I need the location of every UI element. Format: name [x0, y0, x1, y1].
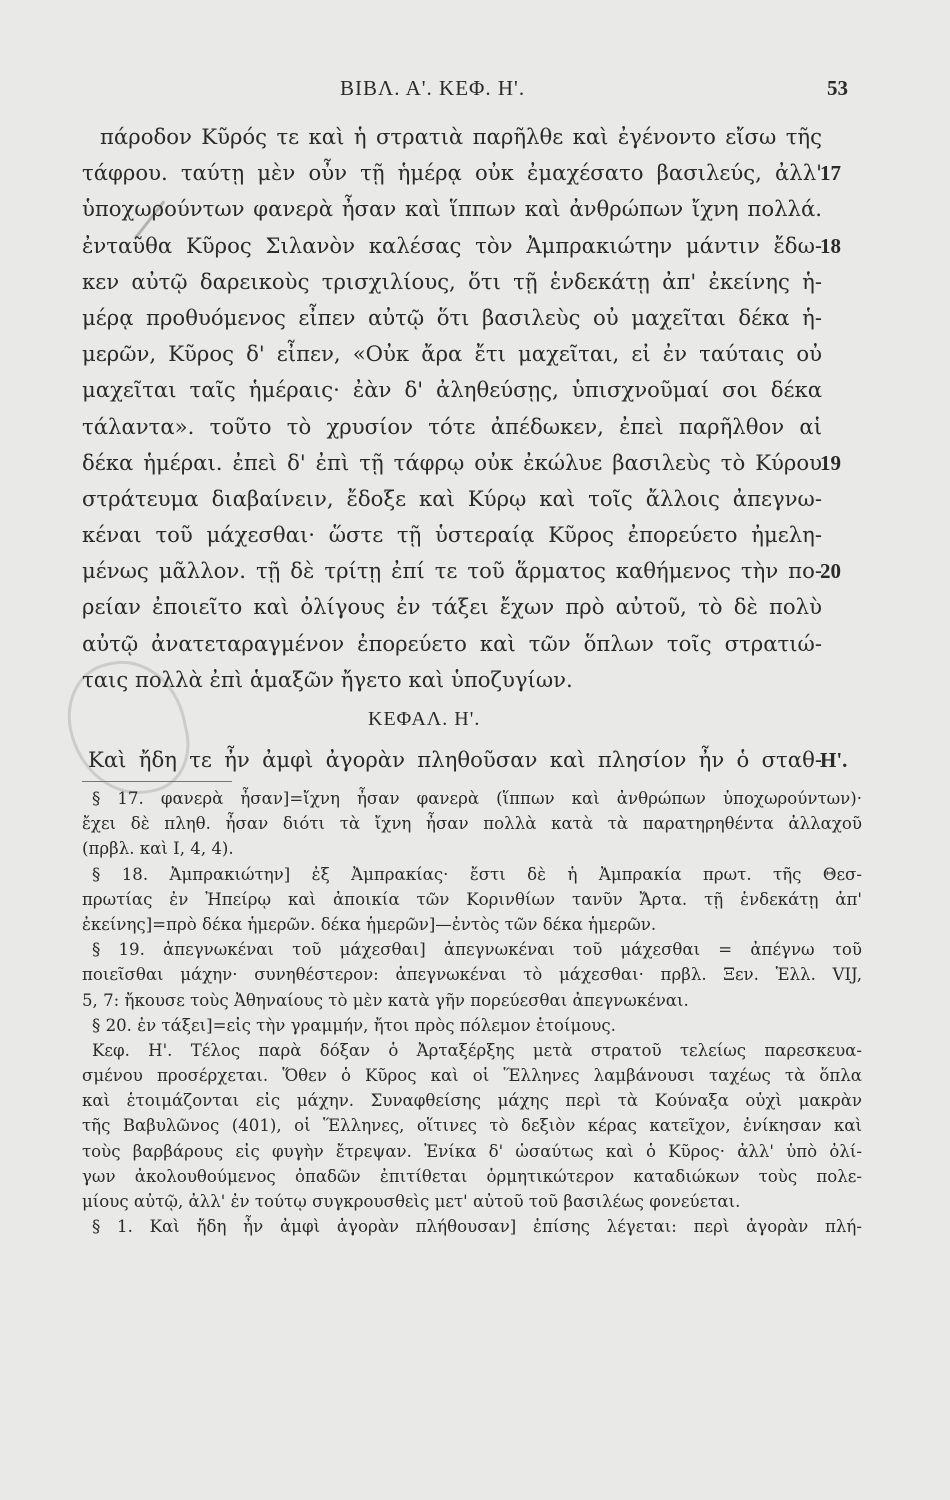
- section-number: 20: [820, 559, 841, 584]
- chapter-heading: ΚΕΦΑΛ. Η'.: [368, 708, 481, 730]
- text-line: πάροδον Κῦρός τε καὶ ἡ στρατιὰ παρῆλθε καὶ ἐγένοντο εἴσω τῆς: [100, 124, 822, 149]
- chapter-marker: Η'.: [820, 748, 848, 772]
- note-line: ἐκείνης]=πρὸ δέκα ἡμερῶν. δέκα ἡμερῶν]—ἐντὸς τῶν δέκα ἡμερῶν.: [82, 914, 657, 934]
- text-line: ταις πολλὰ ἐπὶ ἁμαξῶν ἤγετο καὶ ὑποζυγίων.: [82, 666, 573, 692]
- note-line: § 1. Καὶ ἤδη ἦν ἀμφὶ ἀγορὰν πλήθουσαν] ἐπίσης λέγεται: περὶ ἀγορὰν πλή-: [92, 1217, 862, 1237]
- note-line: ποιεῖσθαι μάχην· συνηθέστερον: ἀπεγνωκέναι τὸ μάχεσθαι· πρβλ. Ξεν. Ἑλλ. VIJ,: [82, 965, 862, 985]
- note-line: § 20. ἐν τάξει]=εἰς τὴν γραμμήν, ἤτοι πρὸς πόλεμον ἑτοίμους.: [92, 1015, 616, 1035]
- running-head: ΒΙΒΛ. Α'. ΚΕΦ. Η'.: [340, 76, 526, 100]
- note-line: σμένου προσέρχεται. Ὅθεν ὁ Κῦρος καὶ οἱ Ἕλληνες λαμβάνουσι ταχέως τὰ ὅπλα: [82, 1066, 862, 1086]
- section-number: 18: [820, 233, 841, 258]
- text-line: τάλαντα». τοῦτο τὸ χρυσίον τότε ἀπέδωκεν, ἐπεὶ παρῆλθον αἱ: [82, 413, 822, 439]
- note-line: γων ἀκολουθούμενος ὀπαδῶν ἐπιτίθεται ὁρμητικώτερον καταδιώκων τοὺς πολε-: [82, 1166, 862, 1186]
- main-text: [82, 119, 822, 698]
- text-line: δέκα ἡμέραι. ἐπεὶ δ' ἐπὶ τῇ τάφρῳ οὐκ ἐκώλυε βασιλεὺς τὸ Κύρου: [82, 449, 822, 475]
- note-line: § 18. Ἀμπρακιώτην] ἐξ Ἀμπρακίας· ἔστι δὲ ἡ Ἀμπρακία πρωτ. τῆς Θεσ-: [92, 864, 862, 884]
- text-line: μαχεῖται ταῖς ἡμέραις· ἐὰν δ' ἀληθεύσῃς, ὑπισχνοῦμαί σοι δέκα: [82, 377, 822, 403]
- text-line: κέναι τοῦ μάχεσθαι· ὥστε τῇ ὑστεραίᾳ Κῦρος ἐπορεύετο ἠμελη-: [82, 522, 822, 548]
- note-line: 5, 7: ἤκουσε τοὺς Ἀθηναίους τὸ μὲν κατὰ γῆν πορεύεσθαι ἀπεγνωκέναι.: [82, 990, 689, 1010]
- text-line: ἐνταῦθα Κῦρος Σιλανὸν καλέσας τὸν Ἀμπρακιώτην μάντιν ἔδω-: [82, 232, 822, 258]
- note-line: (πρβλ. καὶ I, 4, 4).: [82, 839, 234, 859]
- text-line: μερῶν, Κῦρος δ' εἶπεν, «Οὐκ ἄρα ἔτι μαχεῖται, εἰ ἐν ταύταις οὐ: [82, 341, 822, 367]
- page-header: [0, 76, 950, 106]
- text-line: στράτευμα διαβαίνειν, ἔδοξε καὶ Κύρῳ καὶ τοῖς ἄλλοις ἀπεγνω-: [82, 485, 822, 511]
- text-line: κεν αὐτῷ δαρεικοὺς τρισχιλίους, ὅτι τῇ ἑνδεκάτῃ ἀπ' ἐκείνης ἡ-: [82, 268, 822, 294]
- note-line: ἔχει δὲ πληθ. ἦσαν διότι τὰ ἴχνη ἦσαν πολλὰ κατὰ τὰ παρατηρηθέντα ἀλλαχοῦ: [82, 814, 862, 834]
- note-line: πρωτίας ἐν Ἠπείρῳ καὶ ἀποικία τῶν Κορινθίων τανῦν Ἄρτα. τῇ ἑνδεκάτῃ ἀπ': [82, 889, 862, 909]
- text-line: μένως μᾶλλον. τῇ δὲ τρίτῃ ἐπί τε τοῦ ἅρματος καθήμενος τὴν πο-: [82, 558, 822, 584]
- note-line: μίους αὐτῷ, ἀλλ' ἐν τούτῳ συγκρουσθεὶς μετ' αὐτοῦ τοῦ βασιλέως φονεύεται.: [82, 1192, 741, 1211]
- section-number: 17: [820, 161, 841, 186]
- text-line: ὑποχωρούντων φανερὰ ἦσαν καὶ ἵππων καὶ ἀνθρώπων ἴχνη πολλά.: [82, 196, 822, 222]
- note-line: τῆς Βαβυλῶνος (401), οἱ Ἕλληνες, οἵτινες τὸ δεξιὸν κέρας κατεῖχον, ἐνίκησαν καὶ: [82, 1116, 862, 1136]
- note-line: Κεφ. Η'. Τέλος παρὰ δόξαν ὁ Ἀρταξέρξης μετὰ στρατοῦ τελείως παρεσκευα-: [92, 1040, 862, 1060]
- text-line: τάφρου. ταύτῃ μὲν οὖν τῇ ἡμέρᾳ οὐκ ἐμαχέσατο βασιλεύς, ἀλλ': [82, 160, 822, 186]
- note-line: τοὺς βαρβάρους εἰς φυγὴν ἔτρεψαν. Ἐνίκα δ' ὡσαύτως καὶ ὁ Κῦρος· ἀλλ' ὑπὸ ὀλί-: [82, 1141, 862, 1161]
- note-line: καὶ ἑτοιμάζονται εἰς μάχην. Συναφθείσης μάχης περὶ τὰ Κούναξα οὐχὶ μακρὰν: [82, 1091, 862, 1111]
- page-number: 53: [827, 76, 848, 100]
- text-line: αὐτῷ ἀνατεταραγμένον ἐπορεύετο καὶ τῶν ὅπλων τοῖς στρατιώ-: [82, 630, 822, 656]
- text-line: ρείαν ἐποιεῖτο καὶ ὀλίγους ἐν τάξει ἔχων πρὸ αὐτοῦ, τὸ δὲ πολὺ: [82, 594, 822, 620]
- note-line: § 17. φανερὰ ἦσαν]=ἴχνη ἦσαν φανερὰ (ἵππων καὶ ἀνθρώπων ὑποχωρούντων)·: [92, 789, 862, 808]
- commentary-notes: [82, 786, 862, 1239]
- section-number: 19: [820, 450, 841, 475]
- footnote-rule: [82, 781, 232, 782]
- note-line: § 19. ἀπεγνωκέναι τοῦ μάχεσθαι] ἀπεγνωκέναι τοῦ μάχεσθαι = ἀπέγνω τοῦ: [92, 940, 862, 960]
- text-line: μέρᾳ προθυόμενος εἶπεν αὐτῷ ὅτι βασιλεὺς οὐ μαχεῖται δέκα ἡ-: [82, 304, 822, 330]
- chapter-first-line: Καὶ ἤδη τε ἦν ἀμφὶ ἀγορὰν πληθοῦσαν καὶ πλησίον ἦν ὁ σταθ-: [88, 747, 822, 772]
